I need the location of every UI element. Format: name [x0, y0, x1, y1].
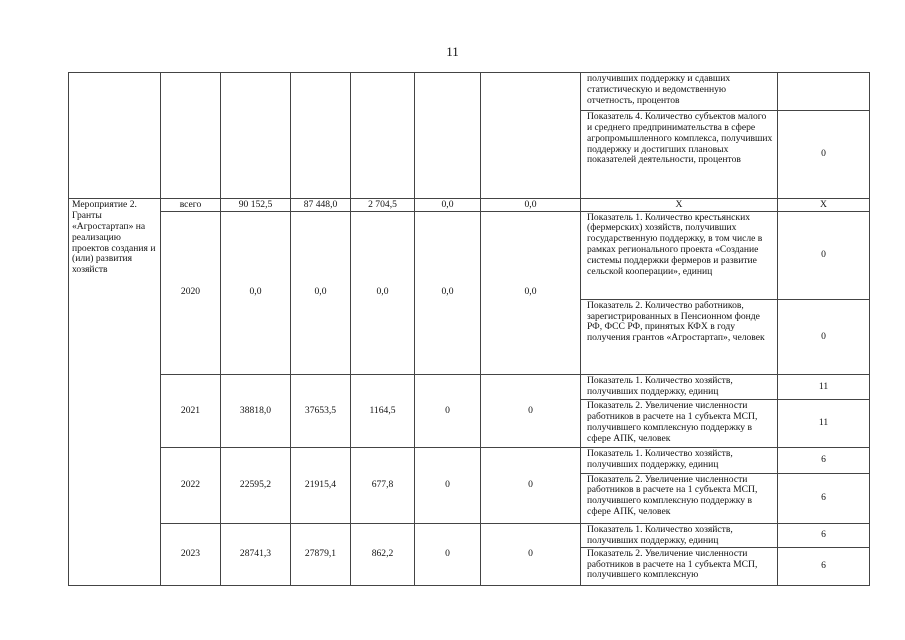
value-cell: 0: [415, 375, 481, 448]
table-row: [69, 523, 870, 547]
table-row: [69, 73, 870, 111]
value-cell: 677,8: [351, 448, 415, 523]
year-cell: 2020: [161, 211, 221, 375]
value-cell: 1164,5: [351, 375, 415, 448]
indicator-value: [778, 73, 870, 111]
year-cell: 2021: [161, 375, 221, 448]
indicator-value: 0: [778, 211, 870, 299]
value-cell: 0,0: [481, 199, 581, 211]
value-cell: 0: [415, 523, 481, 585]
value-cell: 27879,1: [291, 523, 351, 585]
year-cell: 2023: [161, 523, 221, 585]
year-cell: всего: [161, 199, 221, 211]
indicator-value: 6: [778, 448, 870, 473]
table-cell: [221, 73, 291, 199]
indicator-cell: Показатель 1. Количество хозяйств, получивших поддержку, единиц: [581, 523, 778, 547]
value-cell: 38818,0: [221, 375, 291, 448]
value-cell: 2 704,5: [351, 199, 415, 211]
table-cell: [69, 73, 161, 199]
value-cell: 0: [481, 375, 581, 448]
measure-name-cell: Мероприятие 2. Гранты «Агростартап» на реализацию проектов создания и (или) развития хозяйств: [69, 199, 161, 586]
value-cell: 37653,5: [291, 375, 351, 448]
indicator-value: 6: [778, 523, 870, 547]
value-cell: 0,0: [415, 211, 481, 375]
indicator-cell: Показатель 1. Количество крестьянских (фермерских) хозяйств, получивших государственную поддержку, в том числе в рамках регионального проекта «Создание системы поддержки фермеров и развитие сельской кооперации», единиц: [581, 211, 778, 299]
value-cell: 0: [481, 448, 581, 523]
value-cell: 0,0: [481, 211, 581, 375]
indicator-value: Х: [778, 199, 870, 211]
table-cell: [291, 73, 351, 199]
table-cell: [481, 73, 581, 199]
indicator-cell: Показатель 2. Количество работников, зарегистрированных в Пенсионном фонде РФ, ФСС РФ, принятых КФХ в году получения грантов «Агростартап», человек: [581, 299, 778, 374]
value-cell: 28741,3: [221, 523, 291, 585]
program-table: [68, 72, 870, 586]
indicator-cell: Показатель 2. Увеличение численности работников в расчете на 1 субъекта МСП, получившего комплексную поддержку в сфере АПК, человек: [581, 473, 778, 523]
value-cell: 0,0: [291, 211, 351, 375]
indicator-cell: получивших поддержку и сдавших статистическую и ведомственную отчетность, процентов: [581, 73, 778, 111]
value-cell: 0,0: [415, 199, 481, 211]
value-cell: 862,2: [351, 523, 415, 585]
indicator-cell: Показатель 1. Количество хозяйств, получивших поддержку, единиц: [581, 375, 778, 400]
value-cell: 0: [481, 523, 581, 585]
year-cell: 2022: [161, 448, 221, 523]
table-row: [69, 375, 870, 400]
table-row: [69, 211, 870, 299]
value-cell: 0,0: [221, 211, 291, 375]
indicator-value: 0: [778, 111, 870, 199]
value-cell: 22595,2: [221, 448, 291, 523]
table-row: [69, 199, 870, 211]
indicator-cell: Показатель 1. Количество хозяйств, получивших поддержку, единиц: [581, 448, 778, 473]
indicator-cell: Показатель 2. Увеличение численности работников в расчете на 1 субъекта МСП, получившего комплексную: [581, 547, 778, 585]
value-cell: 90 152,5: [221, 199, 291, 211]
indicator-value: 6: [778, 547, 870, 585]
indicator-value: 6: [778, 473, 870, 523]
table-row: [69, 448, 870, 473]
indicator-cell: Х: [581, 199, 778, 211]
indicator-value: 11: [778, 400, 870, 448]
page-number: 11: [446, 44, 459, 59]
value-cell: 0: [415, 448, 481, 523]
indicator-cell: Показатель 2. Увеличение численности работников в расчете на 1 субъекта МСП, получившего комплексную поддержку в сфере АПК, человек: [581, 400, 778, 448]
table-cell: [415, 73, 481, 199]
value-cell: 0,0: [351, 211, 415, 375]
indicator-value: 11: [778, 375, 870, 400]
indicator-cell: Показатель 4. Количество субъектов малого и среднего предпринимательства в сфере агропромышленного комплекса, получивших поддержку и достигших плановых показателей деятельности, процентов: [581, 111, 778, 199]
table-cell: [161, 73, 221, 199]
value-cell: 87 448,0: [291, 199, 351, 211]
table-cell: [351, 73, 415, 199]
indicator-value: 0: [778, 299, 870, 374]
value-cell: 21915,4: [291, 448, 351, 523]
